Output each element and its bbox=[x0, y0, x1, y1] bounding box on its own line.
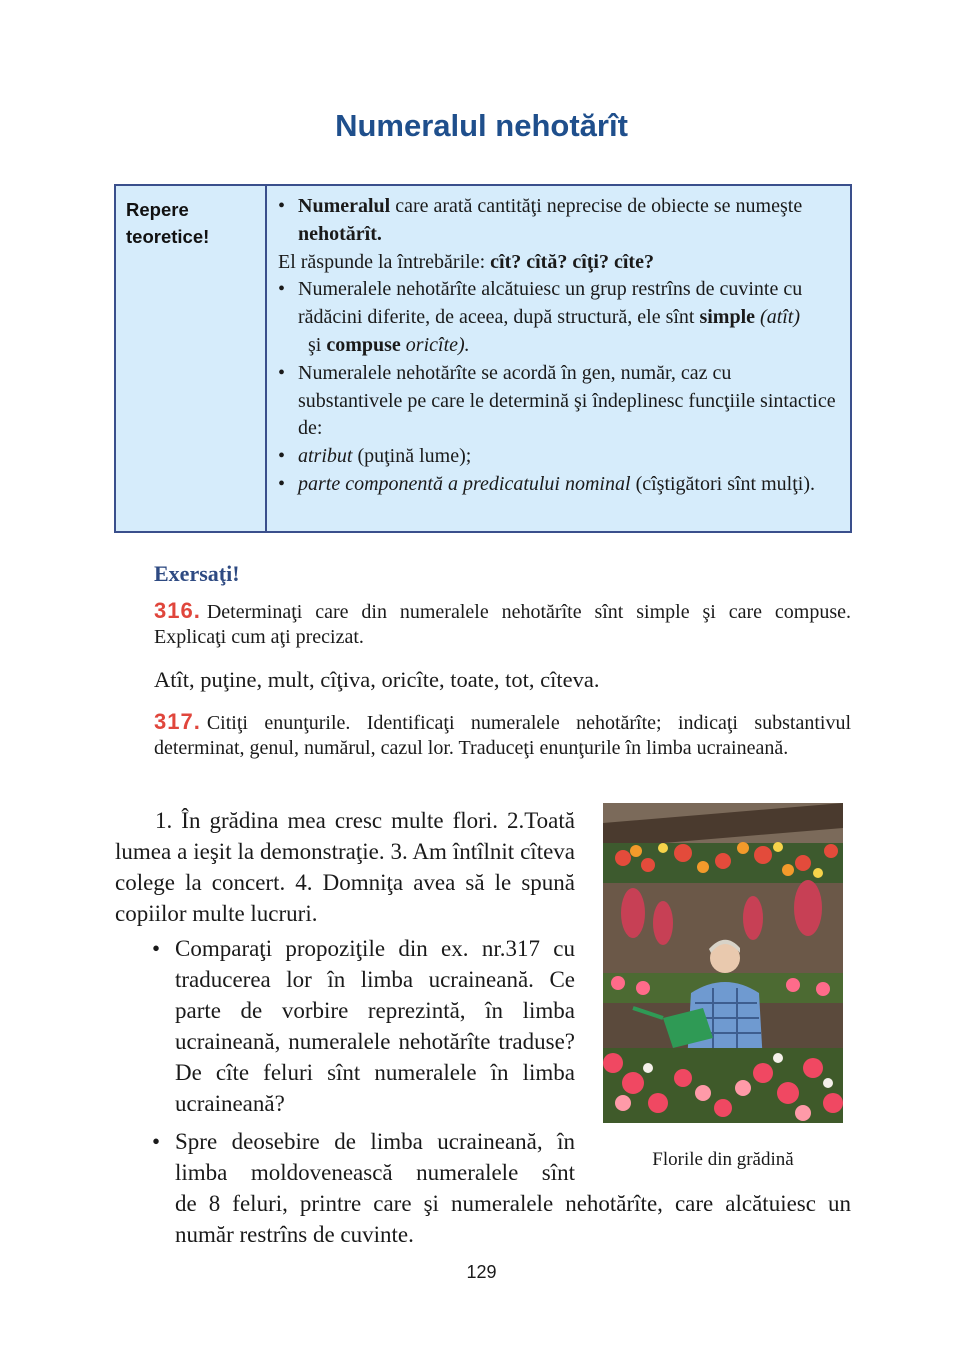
theory-questions: El răspunde la întrebările: cît? cîtă? cîţi? cîte? bbox=[278, 250, 654, 273]
bullet-compare-text: Comparaţi propoziţile din ex. nr.317 cu traducerea lor în limba ucraineană. Ce parte de vorbire reprezintă, în limba ucraineană, numeralele nehotărîte traduse? De cîte feluri sînt numeralele în limba ucraineană? bbox=[175, 936, 575, 1116]
exercise-317 bbox=[154, 710, 851, 760]
word-list: Atît, puţine, mult, cîţiva, oricîte, toate, tot, cîteva. bbox=[154, 667, 600, 692]
bullet-difference-line2: de 8 feluri, printre care şi numeralele nehotărîte, care alcătuiesc un număr restrîns de cuvinte. bbox=[175, 1191, 851, 1247]
photo-caption: Florile din grădină bbox=[652, 1149, 794, 1170]
theory-body bbox=[267, 186, 850, 531]
garden-photo-illustration bbox=[603, 803, 843, 1123]
exercise-316-number: 316. bbox=[154, 598, 201, 623]
theory-bullet-3: • Numeralele nehotărîte se acordă în gen, număr, caz cu substantivele pe care le determină şi îndeplinesc funcţiile sintactice de: bbox=[278, 360, 840, 443]
page-title: Numeralul nehotărît bbox=[335, 108, 628, 143]
theory-label-line1: Repere bbox=[126, 199, 189, 220]
exercise-heading: Exersaţi! bbox=[154, 561, 240, 586]
bullet-difference-text bbox=[175, 1126, 851, 1250]
theory-bullet-4: • atribut (puţină lume); bbox=[278, 443, 840, 471]
bullet-difference-line1: Spre deosebire de limba ucraineană, în limba moldovenească numeralele sînt bbox=[175, 1129, 575, 1185]
garden-photo bbox=[603, 803, 843, 1123]
theory-bullet-5: • parte componentă a predicatului nominal (cîştigători sînt mulţi). bbox=[278, 471, 840, 499]
exercise-317-number: 317. bbox=[154, 709, 201, 734]
theory-label bbox=[116, 186, 267, 531]
sentences: 1. În grădina mea cresc multe flori. 2.Toată lumea a ieşit la demonstraţie. 3. Am întîlnit cîteva colege la concert. 4. Domniţa avea să le spună copiilor multe lucruri. bbox=[115, 808, 575, 926]
bullet-dot: • bbox=[152, 936, 161, 961]
bullet-dot: • bbox=[152, 1129, 161, 1154]
theory-label-line2: teoretice! bbox=[126, 226, 210, 247]
bullet-difference bbox=[152, 1126, 851, 1250]
exercise-316-text: Determinaţi care din numeralele nehotărîte sînt simple şi care compuse. Explicaţi cum aţi precizat. bbox=[154, 601, 851, 648]
theory-bullet-2: • Numeralele nehotărîte alcătuiesc un grup restrîns de cuvinte cu rădăcini diferite, de aceea, după structură, ele sînt simple (atît) şi compuse oricîte). bbox=[278, 276, 840, 359]
page-number: 129 bbox=[466, 1262, 497, 1282]
bullet-compare bbox=[152, 933, 575, 1119]
exercise-316 bbox=[154, 599, 851, 649]
theory-bullet-1: • Numeralul care arată cantităţi neprecise de obiecte se numeşte nehotărît. bbox=[278, 193, 840, 249]
theory-box bbox=[114, 184, 852, 533]
exercise-317-text: Citiţi enunţurile. Identificaţi numeralele nehotărîte; indicaţi substantivul determinat, genul, numărul, cazul lor. Traduceţi enunţurile în limba ucraineană. bbox=[154, 712, 851, 759]
